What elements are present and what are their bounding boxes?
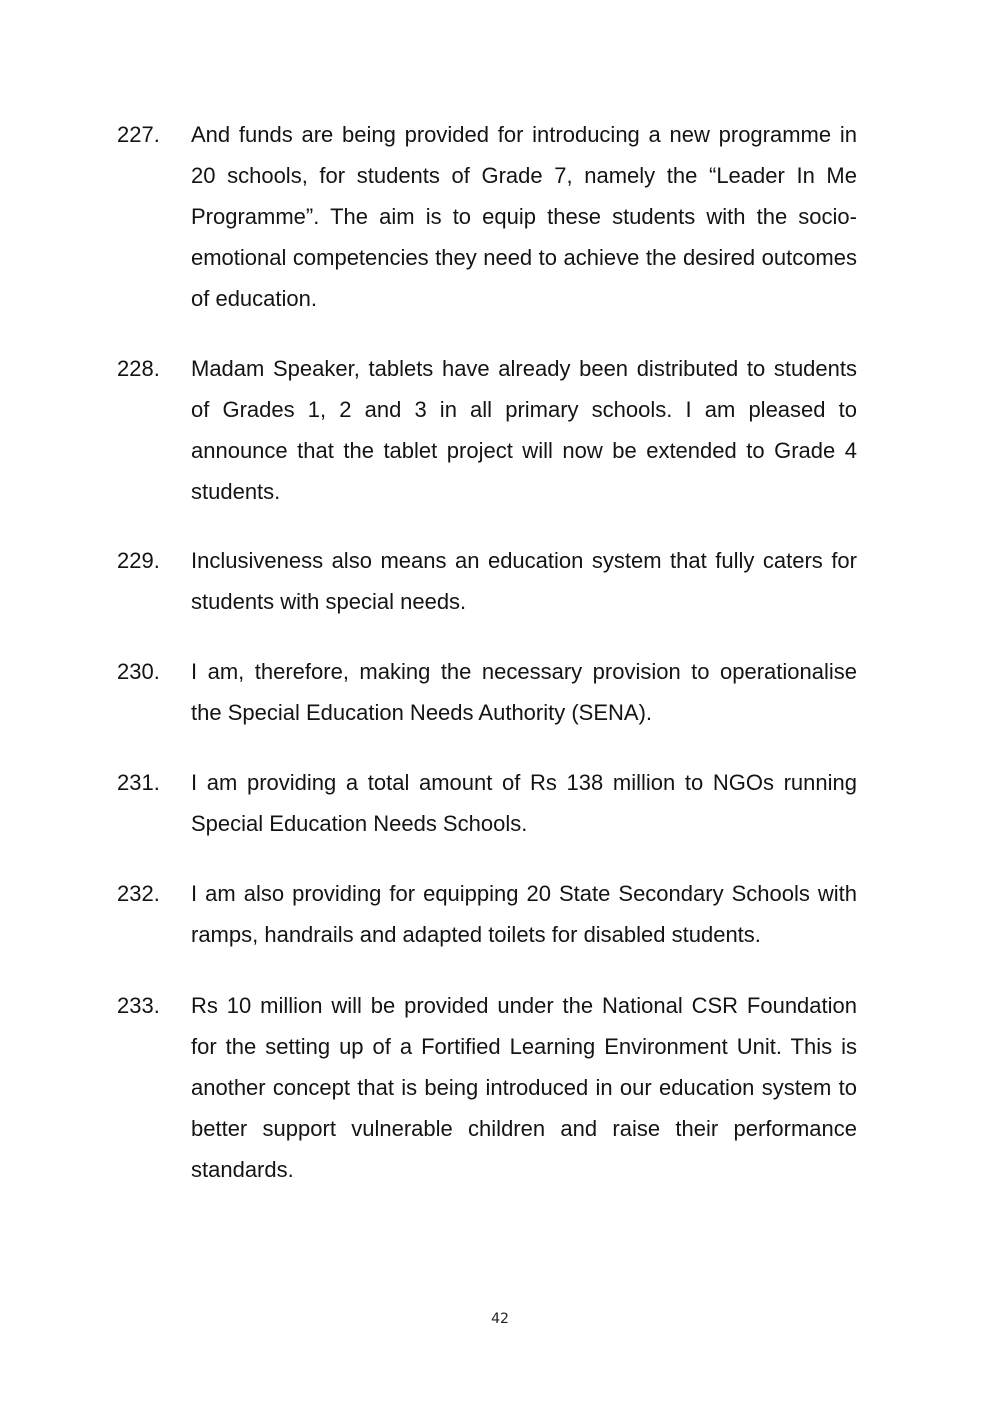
paragraph-number: 230. xyxy=(117,659,160,684)
paragraph-number: 231. xyxy=(117,770,160,795)
paragraph-number: 233. xyxy=(117,993,160,1018)
paragraph-text: Inclusiveness also means an education system that fully caters for students with special needs. xyxy=(191,548,857,614)
paragraph-text: And funds are being provided for introducing a new programme in 20 schools, for students of Grade 7, namely the “Leader In Me Programme”. The aim is to equip these students with the socio-emotional competencies they need to achieve the desired outcomes of education. xyxy=(191,122,857,311)
paragraph-number: 229. xyxy=(117,548,160,573)
paragraph-number: 227. xyxy=(117,122,160,147)
paragraph-text: I am providing a total amount of Rs 138 million to NGOs running Special Education Needs Schools. xyxy=(191,770,857,836)
paragraph-text: Rs 10 million will be provided under the National CSR Foundation for the setting up of a Fortified Learning Environment Unit. This is another concept that is being introduced in our education system to better support vulnerable children and raise their performance standards. xyxy=(191,993,857,1182)
paragraph-number: 232. xyxy=(117,881,160,906)
paragraph-text: I am also providing for equipping 20 State Secondary Schools with ramps, handrails and adapted toilets for disabled students. xyxy=(191,881,857,947)
paragraph-text: Madam Speaker, tablets have already been distributed to students of Grades 1, 2 and 3 in all primary schools. I am pleased to announce that the tablet project will now be extended to Grade 4 students. xyxy=(191,356,857,504)
paragraph-text: I am, therefore, making the necessary provision to operationalise the Special Education Needs Authority (SENA). xyxy=(191,659,857,725)
page-number: 42 xyxy=(491,1311,509,1327)
paragraph-number: 228. xyxy=(117,356,160,381)
